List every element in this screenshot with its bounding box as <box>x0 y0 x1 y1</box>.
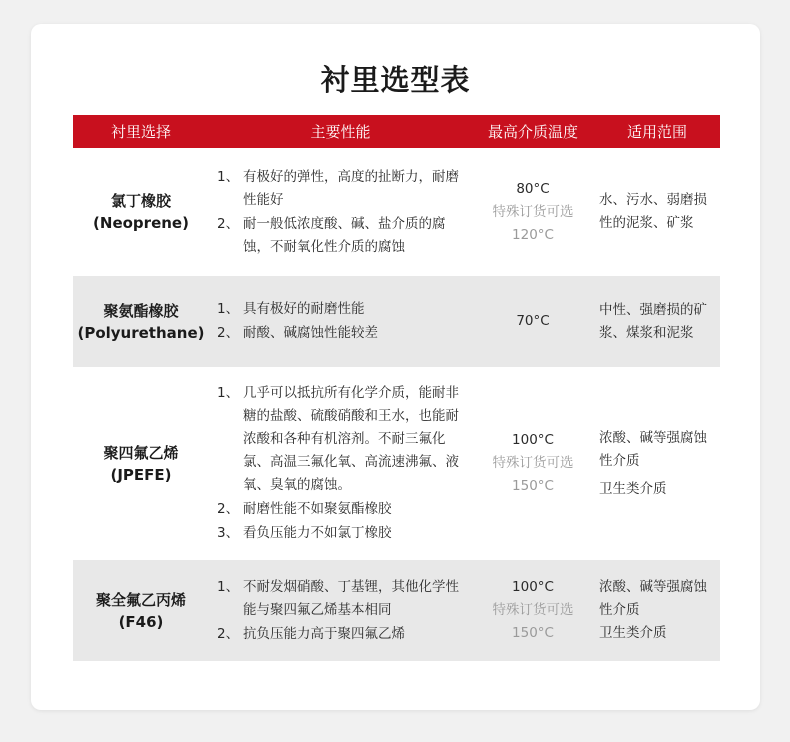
feature-text: 耐磨性能不如聚氨酯橡胶 <box>243 501 392 517</box>
lining-name-en: (JPEFE) <box>110 465 172 484</box>
feature-text: 耐一般低浓度酸、碱、盐介质的腐蚀，不耐氧化性介质的腐蚀 <box>243 215 446 255</box>
feature-item <box>217 382 470 497</box>
special-order-temp: 150°C <box>512 625 554 641</box>
lining-name <box>73 276 209 367</box>
temperature-cell <box>472 560 594 661</box>
usage-text: 浓酸、碱等强腐蚀性介质 <box>599 579 707 618</box>
feature-item <box>217 166 470 212</box>
feature-item <box>217 498 470 521</box>
feature-text: 具有极好的耐磨性能 <box>243 301 365 317</box>
feature-number: 2、 <box>217 325 240 341</box>
table-header <box>73 115 720 148</box>
special-order-label: 特殊订货可选 <box>492 455 574 471</box>
feature-number: 1、 <box>217 578 240 595</box>
table-row <box>73 367 720 560</box>
selection-card <box>31 24 760 710</box>
lining-name <box>73 560 209 661</box>
table-row <box>73 276 720 367</box>
feature-number: 1、 <box>217 385 240 401</box>
usage-text: 中性、强磨损的矿浆、煤浆和泥浆 <box>599 301 707 341</box>
usage-text: 卫生类介质 <box>599 480 667 497</box>
special-order-temp: 120°C <box>512 226 554 243</box>
special-order-label: 特殊订货可选 <box>492 602 574 618</box>
feature-item <box>217 576 470 622</box>
header-max-temp: 最高介质温度 <box>487 123 578 141</box>
lining-name-cn: 氯丁橡胶 <box>110 192 171 210</box>
lining-selection-table <box>73 115 720 661</box>
temperature-value: 100°C <box>512 579 554 595</box>
feature-text: 几乎可以抵抗所有化学介质，能耐非糖的盐酸、硫酸硝酸和王水，也能耐浓酸和各种有机溶剂。不耐三氟化氯、高温三氟化氧、高流速沸氟、液氧、臭氧的腐蚀。 <box>243 385 459 493</box>
feature-number: 1、 <box>217 301 240 317</box>
lining-name-cn: 聚氨酯橡胶 <box>103 301 179 320</box>
usage-cell <box>594 276 720 367</box>
feature-number: 3、 <box>217 525 240 541</box>
lining-name-en: (Polyurethane) <box>77 323 205 342</box>
header-lining: 衬里选择 <box>110 123 171 141</box>
performance-cell <box>209 560 472 661</box>
feature-text: 有极好的弹性，高度的扯断力，耐磨性能好 <box>243 168 459 208</box>
lining-name-cn: 聚全氟乙丙烯 <box>95 590 186 609</box>
temperature-cell <box>472 367 594 560</box>
feature-text: 看负压能力不如氯丁橡胶 <box>243 525 392 541</box>
lining-name <box>73 367 209 560</box>
feature-number: 1、 <box>217 168 240 185</box>
temperature-cell <box>472 148 594 276</box>
table-row <box>73 560 720 661</box>
usage-cell <box>594 367 720 560</box>
feature-item <box>217 623 470 646</box>
page-title: 衬里选型表 <box>320 63 471 97</box>
feature-item <box>217 298 470 321</box>
feature-text: 不耐发烟硝酸、丁基锂，其他化学性能与聚四氟乙烯基本相同 <box>243 578 459 618</box>
performance-cell <box>209 367 472 560</box>
feature-number: 2、 <box>217 625 240 642</box>
feature-number: 2、 <box>217 215 240 232</box>
feature-text: 抗负压能力高于聚四氟乙烯 <box>243 625 405 642</box>
usage-text: 浓酸、碱等强腐蚀性介质 <box>599 429 707 469</box>
feature-item <box>217 213 470 259</box>
feature-text: 耐酸、碱腐蚀性能较差 <box>243 325 378 341</box>
usage-cell <box>594 148 720 276</box>
lining-name-en: (Neoprene) <box>93 214 189 232</box>
feature-item <box>217 322 470 345</box>
temperature-value: 100°C <box>512 432 554 448</box>
temperature-value: 70°C <box>516 313 550 329</box>
lining-name <box>73 148 209 276</box>
special-order-temp: 150°C <box>512 478 554 494</box>
header-usage: 适用范围 <box>626 123 687 141</box>
feature-item <box>217 522 470 545</box>
temperature-value: 80°C <box>516 180 550 197</box>
lining-name-cn: 聚四氟乙烯 <box>103 443 179 462</box>
usage-text: 水、污水、弱磨损性的泥浆、矿浆 <box>599 192 707 231</box>
table-row <box>73 148 720 276</box>
temperature-cell <box>472 276 594 367</box>
header-performance: 主要性能 <box>310 123 371 141</box>
usage-text: 卫生类介质 <box>599 625 667 641</box>
special-order-label: 特殊订货可选 <box>492 203 574 220</box>
feature-number: 2、 <box>217 501 240 517</box>
performance-cell <box>209 276 472 367</box>
performance-cell <box>209 148 472 276</box>
usage-cell <box>594 560 720 661</box>
lining-name-en: (F46) <box>118 612 164 631</box>
